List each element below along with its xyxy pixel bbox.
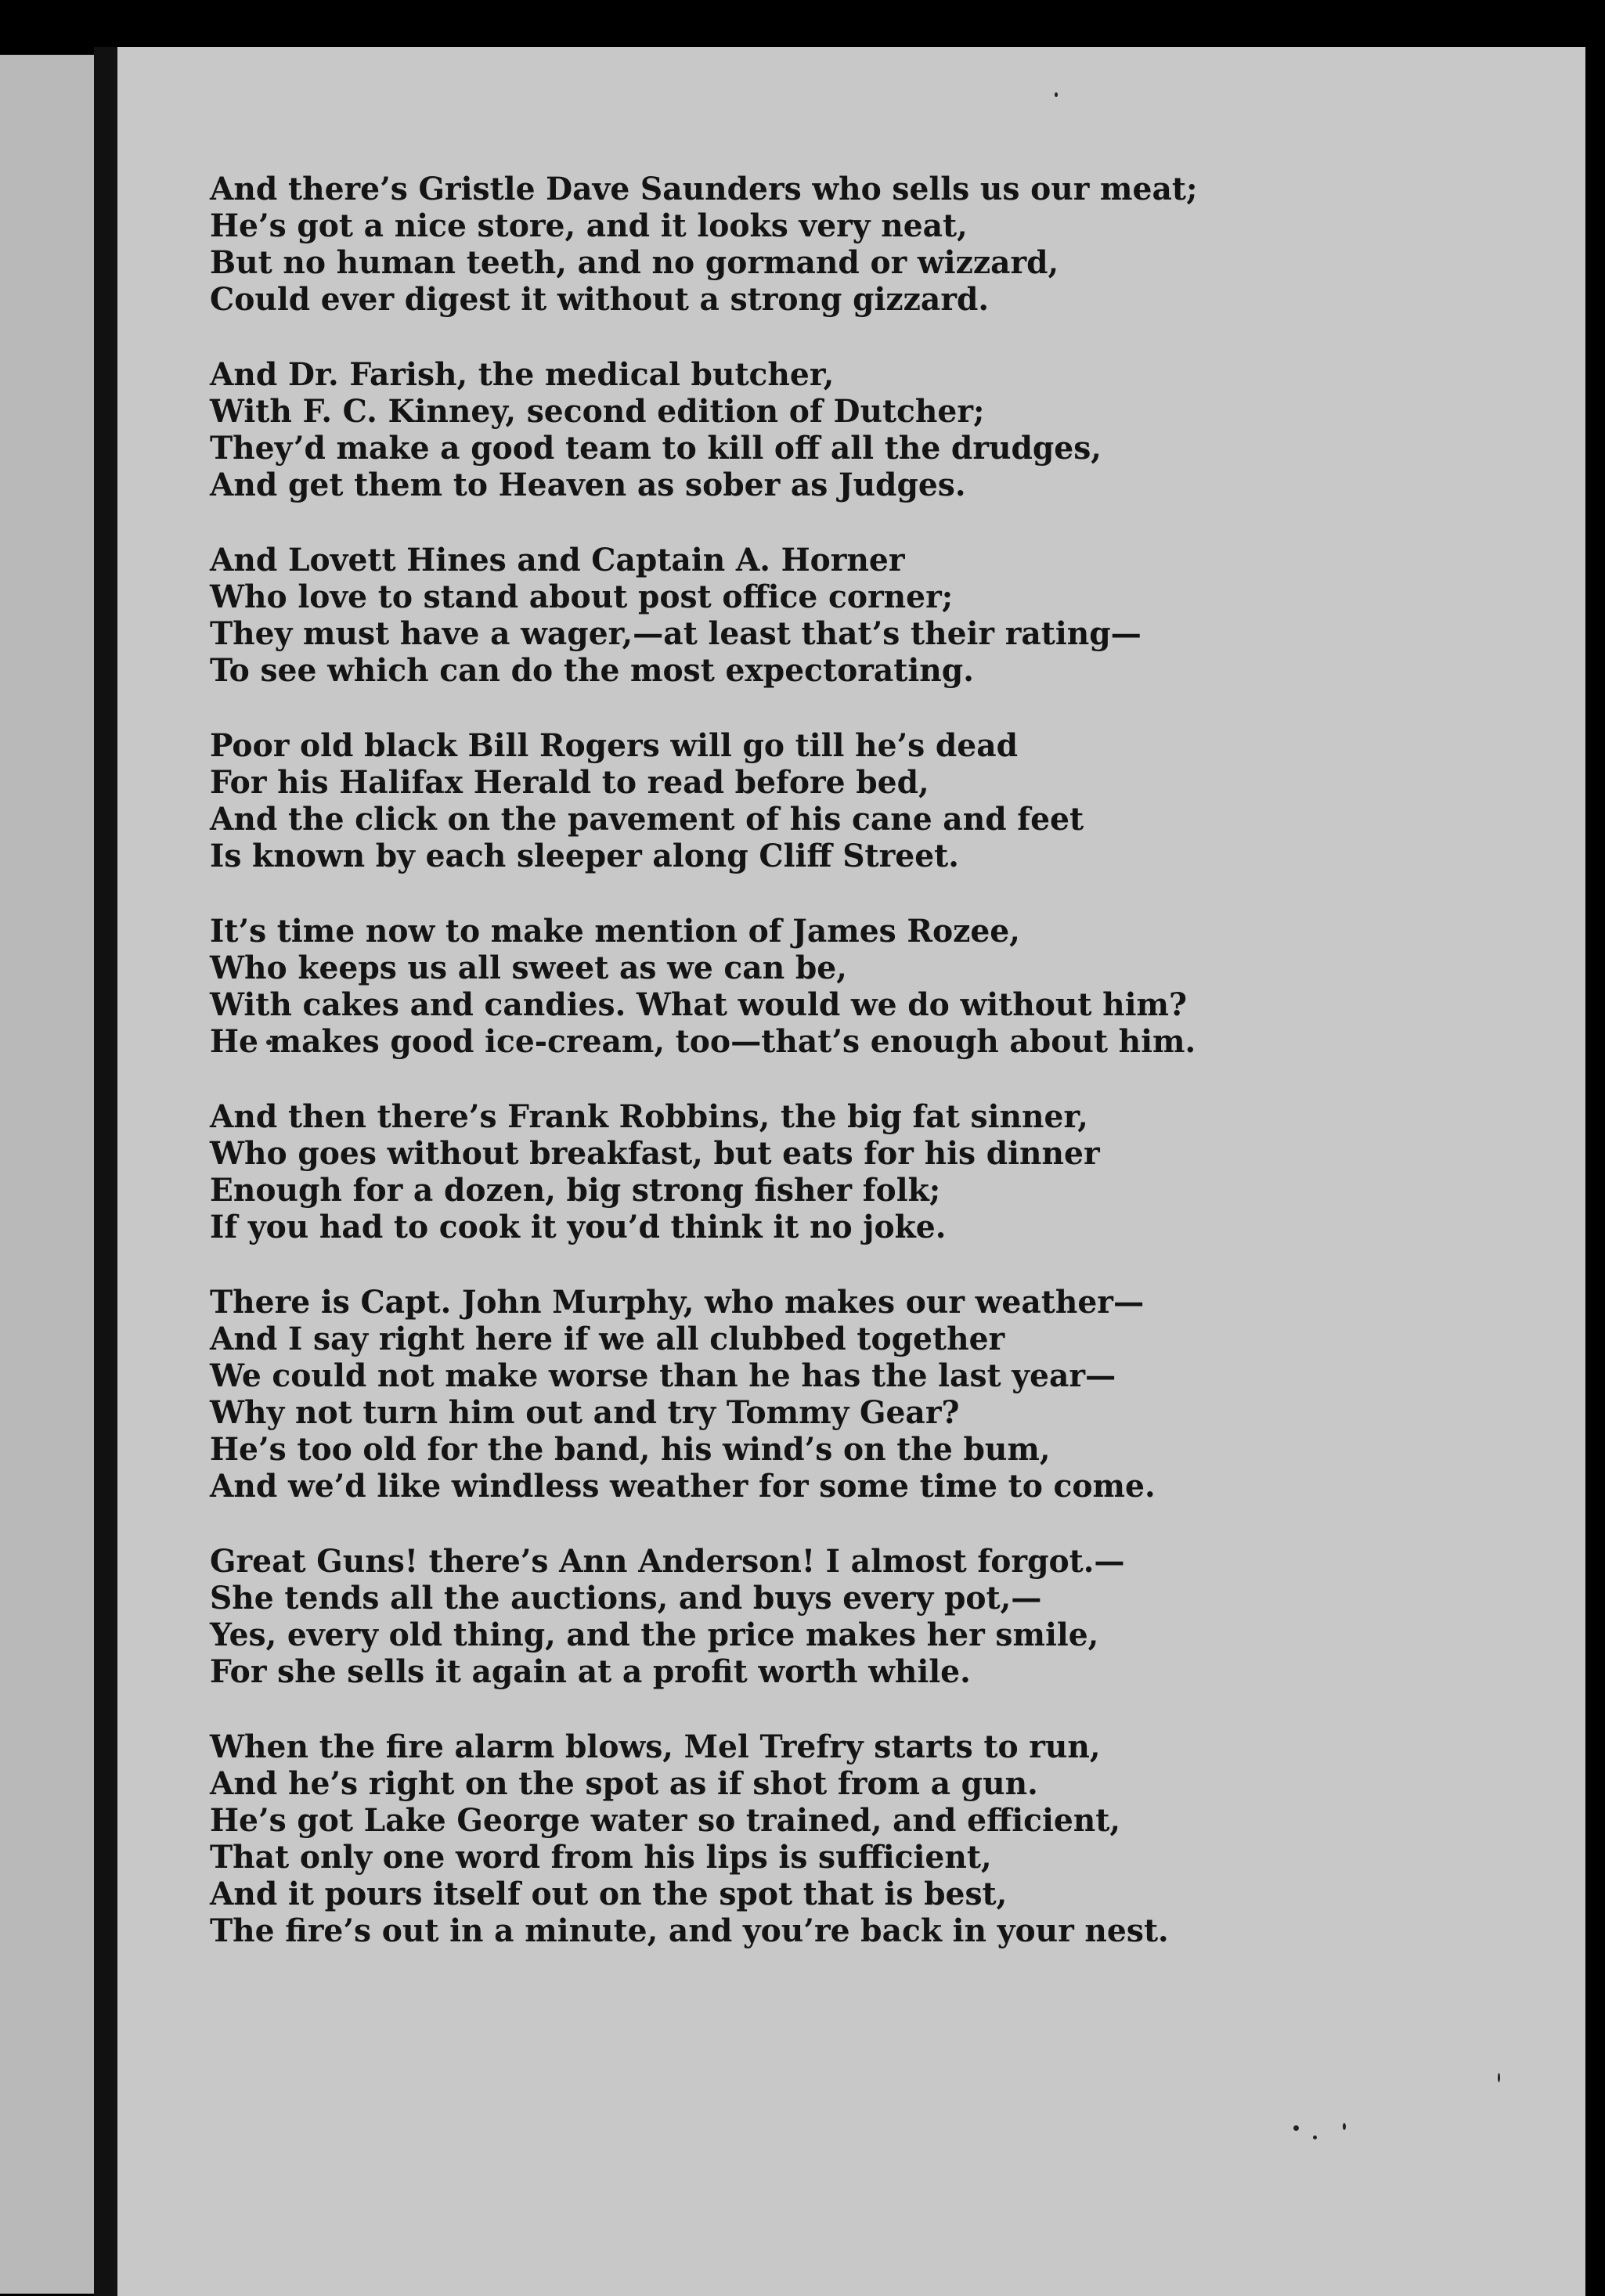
- poem-line: Poor old black Bill Rogers will go till he’s dead: [210, 727, 1019, 764]
- poem-line: Why not turn him out and try Tommy Gear?: [210, 1394, 960, 1431]
- stanza: [210, 356, 1345, 503]
- poem-line: He’s too old for the band, his wind’s on the bum,: [210, 1431, 1051, 1468]
- poem-line: He’s got Lake George water so trained, and efficient,: [210, 1802, 1121, 1839]
- stanza: [210, 1728, 1345, 1949]
- poem: [210, 171, 1345, 1988]
- poem-line: And the click on the pavement of his cane and feet: [210, 801, 1084, 838]
- poem-line: And there’s Gristle Dave Saunders who sells us our meat;: [210, 171, 1198, 207]
- speck-mark: [1343, 2123, 1346, 2130]
- poem-line: With F. C. Kinney, second edition of Dutcher;: [210, 393, 985, 430]
- speck-mark: [1498, 2073, 1500, 2082]
- stanza: [210, 1543, 1345, 1690]
- speck-mark: [1055, 92, 1058, 97]
- poem-line: Is known by each sleeper along Cliff Street.: [210, 838, 959, 874]
- facing-page-edge: [0, 55, 94, 2294]
- poem-line: For his Halifax Herald to read before bed,: [210, 764, 929, 801]
- poem-line: They’d make a good team to kill off all the drudges,: [210, 430, 1102, 467]
- poem-line: There is Capt. John Murphy, who makes our weather—: [210, 1284, 1145, 1321]
- book-spine: [94, 47, 117, 2296]
- stanza: [210, 542, 1345, 689]
- poem-line: The fire’s out in a minute, and you’re back in your nest.: [210, 1912, 1169, 1949]
- speck-mark: [1313, 2136, 1317, 2139]
- poem-line: And get them to Heaven as sober as Judges.: [210, 467, 966, 503]
- poem-line: And then there’s Frank Robbins, the big fat sinner,: [210, 1098, 1088, 1135]
- poem-line: And it pours itself out on the spot that is best,: [210, 1876, 1008, 1912]
- poem-line: Who goes without breakfast, but eats for his dinner: [210, 1135, 1100, 1172]
- poem-line: He makes good ice-cream, too—that’s enough about him.: [210, 1023, 1196, 1060]
- poem-line: They must have a wager,—at least that’s their rating—: [210, 615, 1142, 652]
- poem-line: Who keeps us all sweet as we can be,: [210, 950, 847, 986]
- poem-line: To see which can do the most expectorating.: [210, 652, 974, 689]
- poem-line: When the fire alarm blows, Mel Trefry starts to run,: [210, 1728, 1101, 1765]
- poem-line: But no human teeth, and no gormand or wizzard,: [210, 244, 1059, 281]
- stanza: [210, 727, 1345, 874]
- poem-line: Enough for a dozen, big strong fisher folk;: [210, 1172, 941, 1209]
- speck-mark: [1293, 2125, 1299, 2131]
- poem-line: And Lovett Hines and Captain A. Horner: [210, 542, 905, 579]
- poem-line: For she sells it again at a profit worth while.: [210, 1653, 971, 1690]
- poem-line: With cakes and candies. What would we do without him?: [210, 986, 1187, 1023]
- stanza: [210, 1098, 1345, 1245]
- poem-line: Yes, every old thing, and the price makes her smile,: [210, 1617, 1099, 1653]
- poem-line: She tends all the auctions, and buys every pot,—: [210, 1580, 1042, 1617]
- poem-line: If you had to cook it you’d think it no joke.: [210, 1209, 947, 1245]
- stanza: [210, 913, 1345, 1060]
- poem-line: And he’s right on the spot as if shot from a gun.: [210, 1765, 1038, 1802]
- stanza: [210, 1284, 1345, 1505]
- poem-line: We could not make worse than he has the last year—: [210, 1357, 1116, 1394]
- poem-line: And Dr. Farish, the medical butcher,: [210, 356, 835, 393]
- poem-line: That only one word from his lips is sufficient,: [210, 1839, 992, 1876]
- poem-line: And I say right here if we all clubbed together: [210, 1321, 1005, 1357]
- poem-line: It’s time now to make mention of James Rozee,: [210, 913, 1020, 950]
- poem-line: Great Guns! there’s Ann Anderson! I almost forgot.—: [210, 1543, 1125, 1580]
- stanza: [210, 171, 1345, 318]
- poem-line: And we’d like windless weather for some time to come.: [210, 1468, 1156, 1505]
- poem-line: Could ever digest it without a strong gizzard.: [210, 281, 990, 318]
- poem-line: He’s got a nice store, and it looks very neat,: [210, 207, 968, 244]
- poem-line: Who love to stand about post office corner;: [210, 579, 954, 615]
